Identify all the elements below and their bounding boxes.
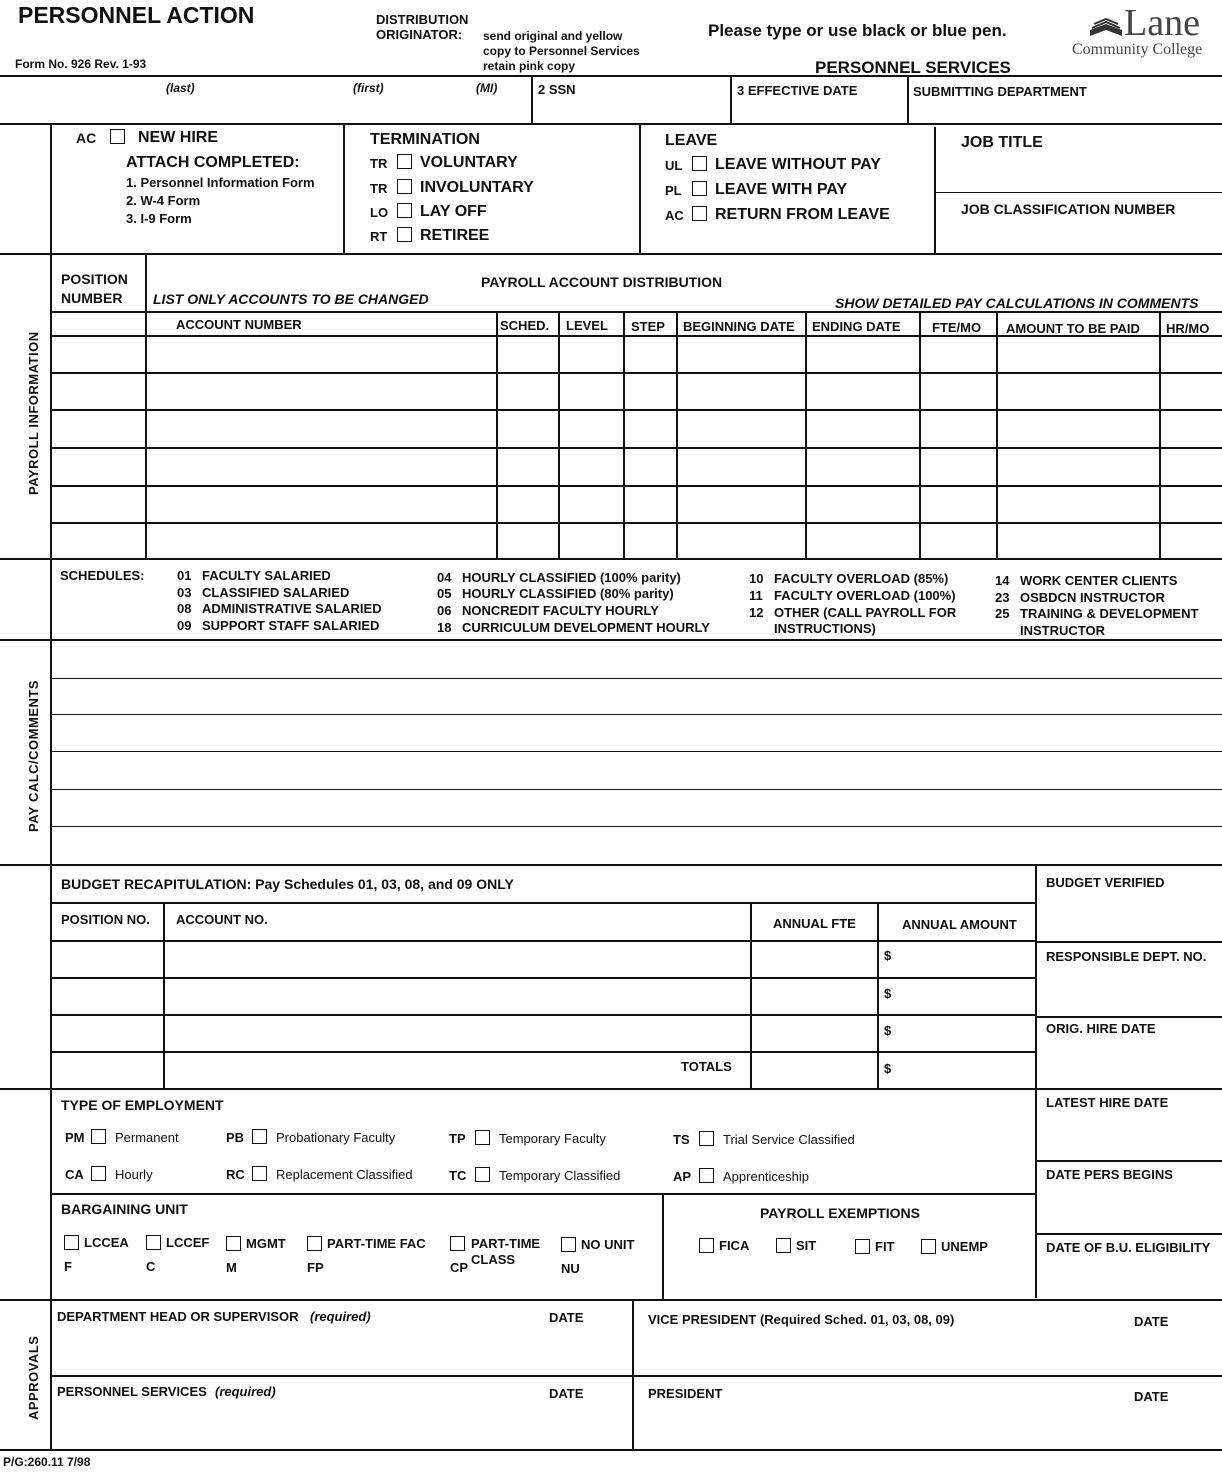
bargaining-label: CLASS <box>471 1252 516 1267</box>
pay-calc-side-label: PAY CALC/COMMENTS <box>26 680 41 832</box>
president-date-label: DATE <box>1134 1389 1169 1404</box>
employment-code: TC <box>449 1168 467 1183</box>
col-account-no: ACCOUNT NO. <box>176 912 268 927</box>
employment-code: CA <box>65 1167 84 1182</box>
job-class-field[interactable] <box>938 220 1220 250</box>
unemp-checkbox[interactable] <box>921 1239 936 1254</box>
employment-code: AP <box>673 1169 692 1184</box>
attach-item: 2. W-4 Form <box>126 193 201 208</box>
exemption-label: UNEMP <box>941 1239 988 1254</box>
pen-instruction: Please type or use black or blue pen. <box>708 21 1007 40</box>
date-pers-begins-label: DATE PERS BEGINS <box>1046 1167 1173 1182</box>
exemptions-title: PAYROLL EXEMPTIONS <box>760 1205 920 1221</box>
exemption-label: FIT <box>875 1239 895 1254</box>
budget-recap-title: BUDGET RECAPITULATION: Pay Schedules 01, 03, 08, and 09 ONLY <box>61 876 514 892</box>
retiree-checkbox[interactable] <box>397 227 412 242</box>
col-fte-mo: FTE/MO <box>932 320 982 335</box>
bargaining-label: NO UNIT <box>581 1237 635 1252</box>
bargaining-code: F <box>64 1259 72 1274</box>
employment-code: PB <box>226 1130 245 1145</box>
payroll-row[interactable] <box>52 524 1220 557</box>
mgmt-checkbox[interactable] <box>226 1236 241 1251</box>
payroll-row[interactable] <box>52 487 1220 521</box>
employment-label: Trial Service Classified <box>723 1132 855 1147</box>
president-signature-field[interactable] <box>636 1405 1220 1448</box>
employment-code: RC <box>226 1167 245 1182</box>
termination-label: LAY OFF <box>420 203 487 220</box>
first-name-label: (first) <box>353 81 384 95</box>
sit-checkbox[interactable] <box>776 1238 791 1253</box>
fit-checkbox[interactable] <box>855 1239 870 1254</box>
bargaining-label: LCCEA <box>84 1235 129 1250</box>
return-from-leave-checkbox[interactable] <box>692 206 707 221</box>
temporary-classified-checkbox[interactable] <box>475 1167 490 1182</box>
termination-label: INVOLUNTARY <box>420 179 534 196</box>
col-level: LEVEL <box>566 318 608 333</box>
bargaining-code: C <box>146 1259 156 1274</box>
budget-row[interactable] <box>52 942 1034 976</box>
orig-hire-date-label: ORIG. HIRE DATE <box>1046 1021 1156 1036</box>
apprenticeship-checkbox[interactable] <box>699 1168 714 1183</box>
col-amount: AMOUNT TO BE PAID <box>1006 321 1140 336</box>
bargaining-label: PART-TIME FAC <box>327 1236 426 1251</box>
vp-label: VICE PRESIDENT (Required Sched. 01, 03, 08, 09) <box>648 1312 955 1327</box>
responsible-dept-label: RESPONSIBLE DEPT. NO. <box>1046 949 1207 964</box>
job-title-field[interactable] <box>938 155 1220 191</box>
position-number-label: NUMBER <box>61 290 123 306</box>
employment-label: Apprenticeship <box>723 1169 809 1184</box>
payroll-row[interactable] <box>52 411 1220 446</box>
budget-row[interactable] <box>52 979 1034 1013</box>
mi-label: (MI) <box>476 81 498 95</box>
replacement-classified-checkbox[interactable] <box>252 1166 267 1181</box>
payroll-row[interactable] <box>52 337 1220 371</box>
lay-off-checkbox[interactable] <box>397 203 412 218</box>
termination-label: VOLUNTARY <box>420 154 518 171</box>
involuntary-checkbox[interactable] <box>397 179 412 194</box>
exemption-label: FICA <box>719 1238 750 1253</box>
logo-sub: Community College <box>1072 41 1203 58</box>
last-name-label: (last) <box>166 81 195 95</box>
personnel-services-label: PERSONNEL SERVICES <box>57 1384 207 1399</box>
payroll-row[interactable] <box>52 449 1220 484</box>
list-only-note: LIST ONLY ACCOUNTS TO BE CHANGED <box>153 291 429 307</box>
personnel-required: (required) <box>215 1384 276 1399</box>
col-step: STEP <box>631 319 665 334</box>
exemption-label: SIT <box>796 1238 817 1253</box>
payroll-row[interactable] <box>52 374 1220 408</box>
show-detailed-note: SHOW DETAILED PAY CALCULATIONS IN COMMENTS <box>835 295 1199 311</box>
submitting-dept-field[interactable] <box>910 100 1220 122</box>
voluntary-checkbox[interactable] <box>397 154 412 169</box>
employment-label: Hourly <box>115 1167 153 1182</box>
form-number: Form No. 926 Rev. 1-93 <box>15 57 147 71</box>
new-hire-code: AC <box>76 130 97 146</box>
budget-row[interactable] <box>52 1016 1034 1050</box>
leave-with-pay-checkbox[interactable] <box>692 181 707 196</box>
col-annual-fte: ANNUAL FTE <box>773 916 856 931</box>
leave-label: RETURN FROM LEAVE <box>715 206 890 223</box>
leave-code: UL <box>665 158 683 173</box>
dept-head-label: DEPARTMENT HEAD OR SUPERVISOR <box>57 1309 299 1324</box>
personnel-date-label: DATE <box>549 1386 584 1401</box>
leave-label: LEAVE WITHOUT PAY <box>715 156 881 173</box>
col-position-no: POSITION NO. <box>61 912 150 927</box>
dollar-sign: $ <box>884 1061 892 1076</box>
bargaining-code: CP <box>450 1260 469 1275</box>
new-hire-checkbox[interactable] <box>110 129 125 144</box>
termination-code: RT <box>370 229 388 244</box>
leave-label: LEAVE WITH PAY <box>715 181 848 198</box>
dollar-sign: $ <box>884 1023 892 1038</box>
latest-hire-date-label: LATEST HIRE DATE <box>1046 1095 1169 1110</box>
effective-date-label: 3 EFFECTIVE DATE <box>737 83 858 98</box>
temporary-faculty-checkbox[interactable] <box>475 1130 490 1145</box>
logo-name: Lane <box>1124 2 1200 44</box>
budget-verified-label: BUDGET VERIFIED <box>1046 875 1165 890</box>
part-time-fac-checkbox[interactable] <box>307 1236 322 1251</box>
payroll-dist-title: PAYROLL ACCOUNT DISTRIBUTION <box>481 274 723 290</box>
bu-eligibility-label: DATE OF B.U. ELIGIBILITY <box>1046 1240 1211 1255</box>
president-label: PRESIDENT <box>648 1386 723 1401</box>
bargaining-code: M <box>226 1260 237 1275</box>
comments-field[interactable] <box>52 641 1220 863</box>
book-icon <box>1088 16 1124 38</box>
schedules-label: SCHEDULES: <box>60 568 145 583</box>
termination-title: TERMINATION <box>370 131 480 148</box>
totals-label: TOTALS <box>681 1059 732 1074</box>
job-class-label: JOB CLASSIFICATION NUMBER <box>961 201 1176 217</box>
originator-label: ORIGINATOR: <box>376 27 463 42</box>
attach-item: 1. Personnel Information Form <box>126 175 315 190</box>
bargaining-label: PART-TIME <box>471 1236 541 1251</box>
effective-date-field[interactable] <box>733 100 905 122</box>
termination-code: LO <box>370 205 389 220</box>
dollar-sign: $ <box>884 948 892 963</box>
termination-label: RETIREE <box>420 227 490 244</box>
attach-item: 3. I-9 Form <box>126 211 192 226</box>
leave-code: PL <box>665 183 682 198</box>
bargaining-code: FP <box>307 1260 324 1275</box>
dept-head-date-label: DATE <box>549 1310 584 1325</box>
permanent-checkbox[interactable] <box>91 1129 106 1144</box>
termination-code: TR <box>370 156 388 171</box>
vp-date-label: DATE <box>1134 1314 1169 1329</box>
footer-code: P/G:260.11 7/98 <box>3 1455 91 1469</box>
col-annual-amount: ANNUAL AMOUNT <box>902 917 1017 932</box>
col-hr-mo: HR/MO <box>1166 321 1210 336</box>
payroll-info-side-label: PAYROLL INFORMATION <box>26 331 41 495</box>
originator-line2: copy to Personnel Services <box>483 44 640 58</box>
no-unit-checkbox[interactable] <box>561 1237 576 1252</box>
employment-code: TP <box>449 1131 466 1146</box>
originator-line1: send original and yellow <box>483 29 623 43</box>
leave-without-pay-checkbox[interactable] <box>692 156 707 171</box>
dept-head-signature-field[interactable] <box>52 1328 630 1374</box>
employment-label: Temporary Classified <box>499 1168 621 1183</box>
probationary-checkbox[interactable] <box>252 1129 267 1144</box>
vp-signature-field[interactable] <box>636 1332 1220 1374</box>
fica-checkbox[interactable] <box>699 1238 714 1253</box>
ssn-label: 2 SSN <box>538 82 576 97</box>
originator-line3: retain pink copy <box>483 59 576 73</box>
hourly-checkbox[interactable] <box>91 1166 106 1181</box>
employment-label: Replacement Classified <box>276 1167 413 1182</box>
employment-title: TYPE OF EMPLOYMENT <box>61 1097 224 1113</box>
lane-logo <box>1072 4 1218 58</box>
col-beginning-date: BEGINNING DATE <box>683 319 795 334</box>
bargaining-title: BARGAINING UNIT <box>61 1201 188 1217</box>
leave-title: LEAVE <box>665 132 718 149</box>
employment-label: Probationary Faculty <box>276 1130 396 1145</box>
approvals-side-label: APPROVALS <box>26 1335 41 1420</box>
new-hire-label: NEW HIRE <box>138 129 218 146</box>
ssn-field[interactable] <box>534 98 728 122</box>
employment-label: Temporary Faculty <box>499 1131 606 1146</box>
part-time-class-checkbox[interactable] <box>450 1236 465 1251</box>
dept-head-required: (required) <box>310 1309 371 1324</box>
bargaining-label: LCCEF <box>166 1235 210 1250</box>
col-sched: SCHED. <box>500 318 550 333</box>
termination-code: TR <box>370 181 388 196</box>
employment-label: Permanent <box>115 1130 179 1145</box>
form-title: PERSONNEL ACTION <box>18 2 255 28</box>
personnel-signature-field[interactable] <box>52 1402 630 1448</box>
lccef-checkbox[interactable] <box>146 1235 161 1250</box>
name-field[interactable] <box>0 78 530 122</box>
dollar-sign: $ <box>884 986 892 1001</box>
department-heading: PERSONNEL SERVICES <box>815 58 1011 77</box>
leave-code: AC <box>665 208 684 223</box>
distribution-label: DISTRIBUTION <box>376 12 469 27</box>
col-account-number: ACCOUNT NUMBER <box>176 317 302 332</box>
employment-code: TS <box>673 1132 690 1147</box>
submitting-dept-label: SUBMITTING DEPARTMENT <box>913 84 1087 99</box>
trial-service-checkbox[interactable] <box>699 1131 714 1146</box>
bargaining-label: MGMT <box>246 1236 286 1251</box>
bargaining-code: NU <box>561 1261 580 1276</box>
attach-completed-label: ATTACH COMPLETED: <box>126 154 300 171</box>
position-number-label: POSITION <box>61 271 128 287</box>
job-title-label: JOB TITLE <box>961 134 1043 151</box>
col-ending-date: ENDING DATE <box>812 319 901 334</box>
employment-code: PM <box>65 1130 85 1145</box>
lccea-checkbox[interactable] <box>64 1235 79 1250</box>
